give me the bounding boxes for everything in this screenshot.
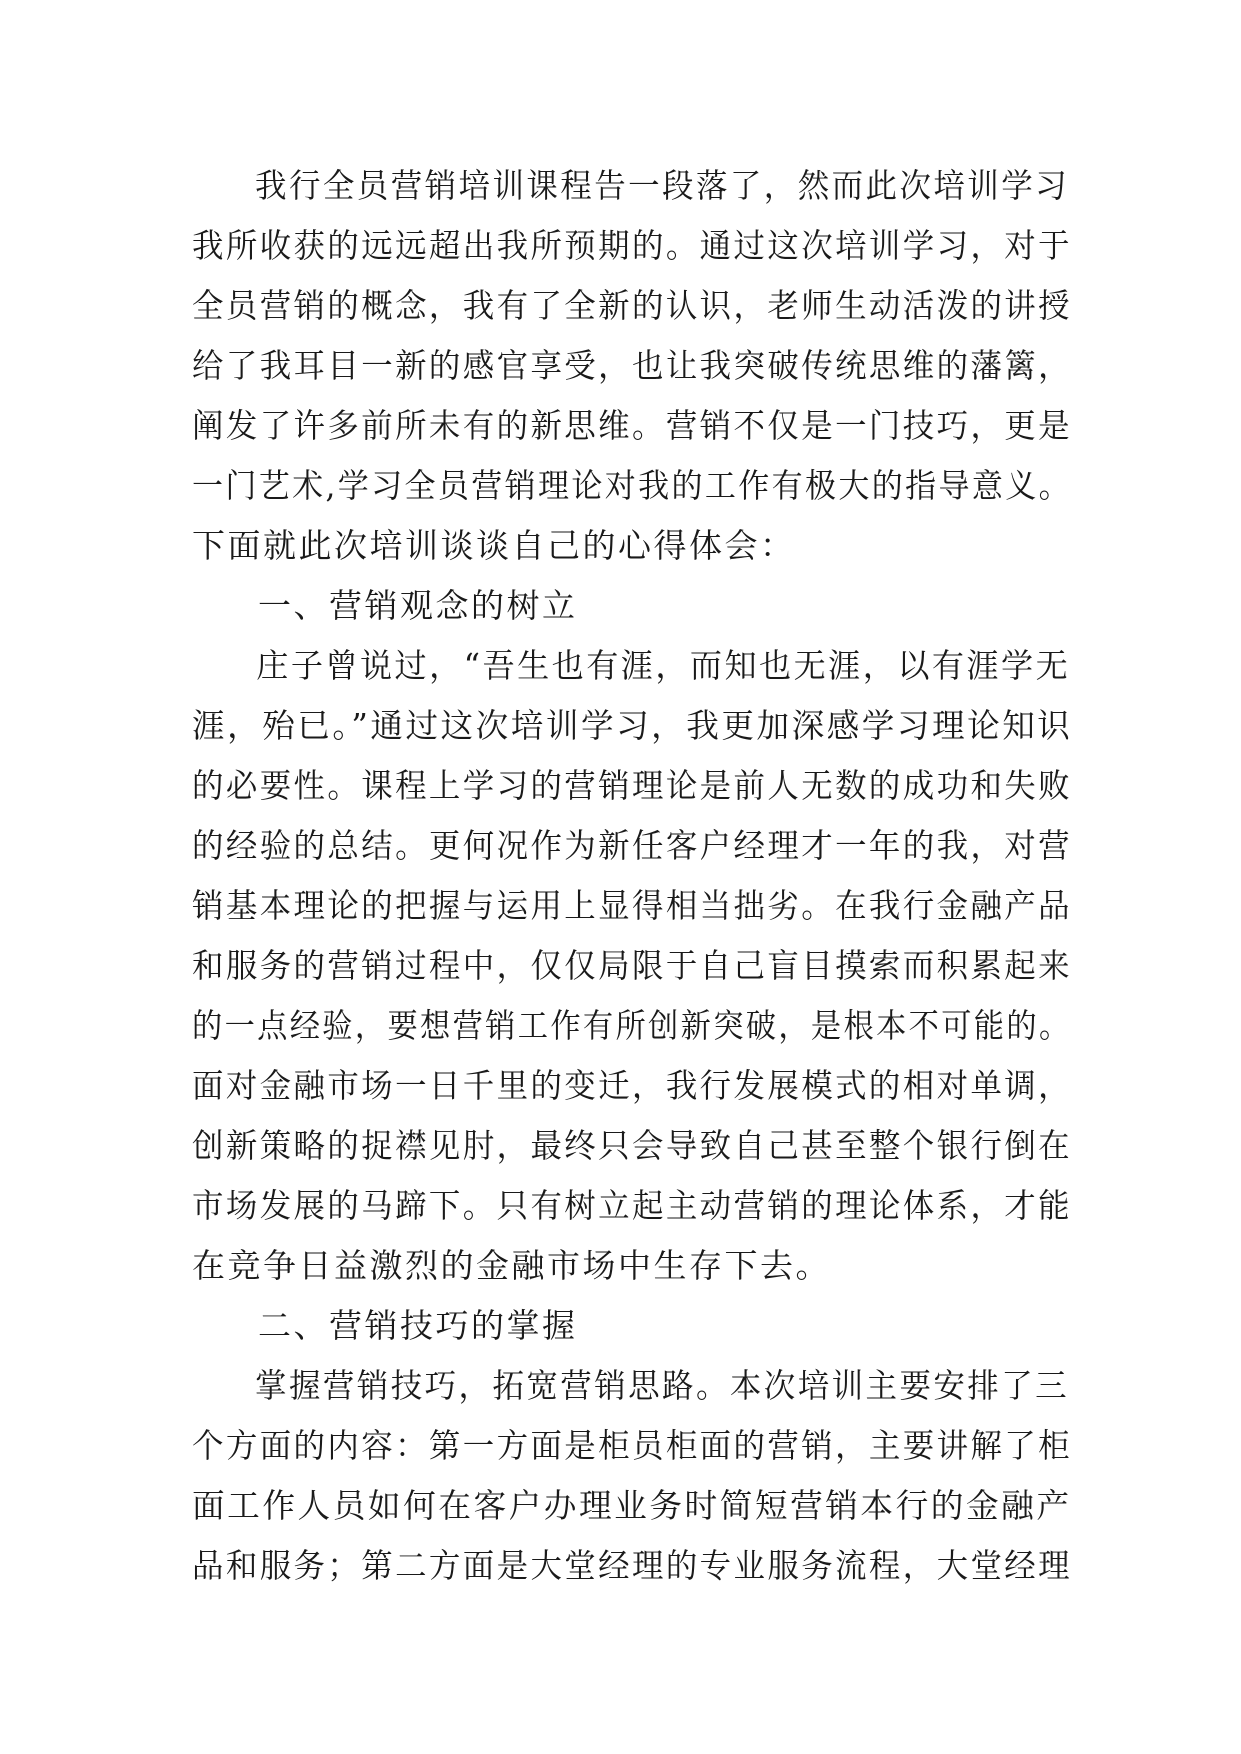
text-line: 全员营销的概念，我有了全新的认识，老师生动活泼的讲授 <box>192 286 1072 325</box>
text-line: 的一点经验，要想营销工作有所创新突破，是根本不可能的。 <box>192 1006 1072 1045</box>
text-line: 掌握营销技巧，拓宽营销思路。本次培训主要安排了三 <box>255 1366 1070 1405</box>
text-line: 个方面的内容：第一方面是柜员柜面的营销，主要讲解了柜 <box>192 1426 1072 1465</box>
text-line: 庄子曾说过，“吾生也有涯，而知也无涯，以有涯学无 <box>256 646 1071 685</box>
text-line: 给了我耳目一新的感官享受，也让我突破传统思维的藩篱， <box>192 346 1072 385</box>
text-line: 面对金融市场一日千里的变迁，我行发展模式的相对单调， <box>192 1066 1072 1105</box>
text-line: 市场发展的马蹄下。只有树立起主动营销的理论体系，才能 <box>192 1186 1072 1225</box>
text-line: 我行全员营销培训课程告一段落了，然而此次培训学习 <box>255 166 1070 205</box>
text-line: 和服务的营销过程中，仅仅局限于自己盲目摸索而积累起来 <box>192 946 1072 985</box>
text-line: 品和服务；第二方面是大堂经理的专业服务流程，大堂经理 <box>192 1546 1072 1585</box>
text-line: 一门艺术,学习全员营销理论对我的工作有极大的指导意义。 <box>192 466 1073 505</box>
text-line: 下面就此次培训谈谈自己的心得体会： <box>192 526 796 565</box>
text-line: 的经验的总结。更何况作为新任客户经理才一年的我，对营 <box>192 826 1072 865</box>
text-line: 面工作人员如何在客户办理业务时简短营销本行的金融产 <box>192 1486 1072 1525</box>
text-line: 创新策略的捉襟见肘，最终只会导致自己甚至整个银行倒在 <box>192 1126 1072 1165</box>
text-line: 涯，殆已。”通过这次培训学习，我更加深感学习理论知识 <box>192 706 1073 745</box>
text-line: 阐发了许多前所未有的新思维。营销不仅是一门技巧，更是 <box>192 406 1072 445</box>
text-line: 我所收获的远远超出我所预期的。通过这次培训学习，对于 <box>192 226 1072 265</box>
text-line: 一、营销观念的树立 <box>258 586 578 625</box>
text-line: 二、营销技巧的掌握 <box>258 1306 578 1345</box>
text-line: 的必要性。课程上学习的营销理论是前人无数的成功和失败 <box>192 766 1072 805</box>
text-line: 在竞争日益激烈的金融市场中生存下去。 <box>192 1246 831 1285</box>
document-body <box>192 156 1072 1596</box>
text-line: 销基本理论的把握与运用上显得相当拙劣。在我行金融产品 <box>192 886 1072 925</box>
